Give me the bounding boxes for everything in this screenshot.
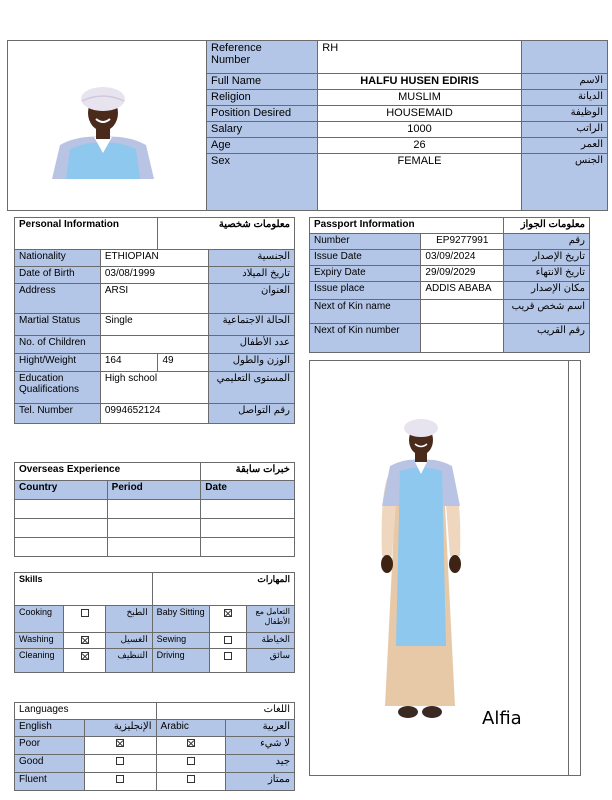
- value-issue-place: ADDIS ABABA: [421, 282, 504, 300]
- checkbox-empty-icon: [116, 757, 124, 765]
- value-religion: MUSLIM: [318, 90, 522, 106]
- ar-children: عدد الأطفال: [209, 336, 295, 354]
- ar-full-name: الاسم: [521, 74, 607, 90]
- english-poor-checkbox[interactable]: [84, 737, 156, 755]
- label-kin-number: Next of Kin number: [310, 324, 421, 353]
- skill-driving-checkbox[interactable]: [209, 649, 247, 673]
- ar-salary: الراتب: [521, 122, 607, 138]
- checkbox-checked-icon: [187, 739, 195, 747]
- ar-height-weight: الوزن والطول: [209, 354, 295, 372]
- ar-issue-place: مكان الإصدار: [504, 282, 590, 300]
- skill-cooking-checkbox[interactable]: [64, 606, 106, 633]
- value-children: [100, 336, 208, 354]
- value-position: HOUSEMAID: [318, 106, 522, 122]
- english-good-checkbox[interactable]: [84, 755, 156, 773]
- personal-info-table: [14, 217, 295, 424]
- lang-english-ar: الإنجليزية: [84, 720, 156, 737]
- skills-table: [14, 572, 295, 673]
- label-kin-name: Next of Kin name: [310, 300, 421, 324]
- ar-education: المستوى التعليمي: [209, 372, 295, 404]
- label-religion: Religion: [207, 90, 318, 106]
- label-address: Address: [15, 284, 101, 314]
- label-marital: Martial Status: [15, 314, 101, 336]
- languages-title-ar: اللغات: [156, 703, 294, 720]
- ar-marital: الحالة الاجتماعية: [209, 314, 295, 336]
- skill-babysitting-ar: التعامل مع الأطفال: [247, 606, 295, 633]
- checkbox-empty-icon: [187, 775, 195, 783]
- level-poor-ar: لا شيء: [226, 737, 295, 755]
- headshot-photo: [38, 79, 168, 184]
- label-children: No. of Children: [15, 336, 101, 354]
- frame-divider: [568, 361, 569, 775]
- checkbox-empty-icon: [224, 636, 232, 644]
- skill-cooking-ar: الطبخ: [106, 606, 152, 633]
- ar-passport-number: رقم: [504, 234, 590, 250]
- skill-babysitting-label: Baby Sitting: [152, 606, 209, 633]
- checkbox-empty-icon: [116, 775, 124, 783]
- label-education: Education Qualifications: [15, 372, 101, 404]
- value-reference-number: RH: [318, 41, 522, 74]
- value-tel: 0994652124: [100, 404, 208, 424]
- skill-washing-ar: الغسيل: [106, 633, 152, 649]
- label-sex: Sex: [207, 154, 318, 211]
- passport-title-ar: معلومات الجواز: [504, 218, 590, 234]
- ar-address: العنوان: [209, 284, 295, 314]
- ar-religion: الديانة: [521, 90, 607, 106]
- skill-driving-label: Driving: [152, 649, 209, 673]
- value-passport-number: EP9277991: [421, 234, 504, 250]
- passport-info-table: [309, 217, 590, 353]
- level-good-ar: جيد: [226, 755, 295, 773]
- languages-table: [14, 702, 295, 791]
- label-age: Age: [207, 138, 318, 154]
- level-fluent-label: Fluent: [15, 773, 85, 791]
- overseas-title-ar: خبرات سابقة: [201, 463, 295, 481]
- label-reference-number: Reference Number: [207, 41, 318, 74]
- skill-cleaning-label: Cleaning: [15, 649, 64, 673]
- label-issue-place: Issue place: [310, 282, 421, 300]
- lang-arabic-label: Arabic: [156, 720, 226, 737]
- full-body-photo: [370, 416, 480, 726]
- overseas-experience-table: [14, 462, 295, 557]
- overseas-title: Overseas Experience: [15, 463, 201, 481]
- lang-english-label: English: [15, 720, 85, 737]
- label-tel: Tel. Number: [15, 404, 101, 424]
- arabic-poor-checkbox[interactable]: [156, 737, 226, 755]
- skill-washing-checkbox[interactable]: [64, 633, 106, 649]
- checkbox-checked-icon: [81, 652, 89, 660]
- label-position: Position Desired: [207, 106, 318, 122]
- label-full-name: Full Name: [207, 74, 318, 90]
- checkbox-checked-icon: [224, 609, 232, 617]
- table-row: [15, 519, 295, 538]
- level-good-label: Good: [15, 755, 85, 773]
- full-body-photo-frame: [309, 360, 581, 776]
- skill-washing-label: Washing: [15, 633, 64, 649]
- label-nationality: Nationality: [15, 250, 101, 267]
- english-fluent-checkbox[interactable]: [84, 773, 156, 791]
- value-height: 164: [100, 354, 158, 372]
- value-expiry-date: 29/09/2029: [421, 266, 504, 282]
- lang-arabic-ar: العربية: [226, 720, 295, 737]
- skills-title: Skills: [15, 573, 153, 606]
- ar-kin-number: رقم القريب: [504, 324, 590, 353]
- value-nationality: ETHIOPIAN: [100, 250, 208, 267]
- value-salary: 1000: [318, 122, 522, 138]
- value-dob: 03/08/1999: [100, 267, 208, 284]
- level-fluent-ar: ممتاز: [226, 773, 295, 791]
- table-row: [15, 500, 295, 519]
- photo-caption: Alfia: [482, 708, 522, 729]
- skill-sewing-ar: الخياطة: [247, 633, 295, 649]
- languages-title: Languages: [15, 703, 157, 720]
- ar-position: الوظيفة: [521, 106, 607, 122]
- checkbox-checked-icon: [81, 636, 89, 644]
- value-education: High school: [100, 372, 208, 404]
- skill-cooking-label: Cooking: [15, 606, 64, 633]
- header-table: [206, 40, 608, 211]
- col-date: Date: [201, 481, 295, 500]
- ar-issue-date: تاريخ الإصدار: [504, 250, 590, 266]
- value-marital: Single: [100, 314, 208, 336]
- value-full-name: HALFU HUSEN EDIRIS: [318, 74, 522, 90]
- personal-title: Personal Information: [15, 218, 158, 250]
- checkbox-checked-icon: [116, 739, 124, 747]
- ar-age: العمر: [521, 138, 607, 154]
- col-period: Period: [107, 481, 201, 500]
- label-salary: Salary: [207, 122, 318, 138]
- checkbox-empty-icon: [187, 757, 195, 765]
- label-height-weight: Hight/Weight: [15, 354, 101, 372]
- value-age: 26: [318, 138, 522, 154]
- checkbox-empty-icon: [224, 652, 232, 660]
- checkbox-empty-icon: [81, 609, 89, 617]
- skill-sewing-label: Sewing: [152, 633, 209, 649]
- ar-sex: الجنس: [521, 154, 607, 211]
- skill-driving-ar: سائق: [247, 649, 295, 673]
- arabic-good-checkbox[interactable]: [156, 755, 226, 773]
- value-kin-name: [421, 300, 504, 324]
- skill-sewing-checkbox[interactable]: [209, 633, 247, 649]
- value-issue-date: 03/09/2024: [421, 250, 504, 266]
- value-kin-number: [421, 324, 504, 353]
- value-sex: FEMALE: [318, 154, 522, 211]
- passport-title: Passport Information: [310, 218, 504, 234]
- skills-title-ar: المهارات: [152, 573, 294, 606]
- value-address: ARSI: [100, 284, 208, 314]
- skill-cleaning-ar: التنظيف: [106, 649, 152, 673]
- level-poor-label: Poor: [15, 737, 85, 755]
- ar-dob: تاريخ الميلاد: [209, 267, 295, 284]
- arabic-fluent-checkbox[interactable]: [156, 773, 226, 791]
- label-expiry-date: Expiry Date: [310, 266, 421, 282]
- label-issue-date: Issue Date: [310, 250, 421, 266]
- label-passport-number: Number: [310, 234, 421, 250]
- value-weight: 49: [158, 354, 209, 372]
- table-row: [15, 538, 295, 557]
- header-block: [7, 40, 606, 211]
- ar-expiry-date: تاريخ الانتهاء: [504, 266, 590, 282]
- skill-cleaning-checkbox[interactable]: [64, 649, 106, 673]
- ar-nationality: الجنسية: [209, 250, 295, 267]
- col-country: Country: [15, 481, 108, 500]
- ar-reference-number: [521, 41, 607, 74]
- ar-kin-name: اسم شخص قريب: [504, 300, 590, 324]
- label-dob: Date of Birth: [15, 267, 101, 284]
- ar-tel: رقم التواصل: [209, 404, 295, 424]
- personal-title-ar: معلومات شخصية: [158, 218, 295, 250]
- skill-babysitting-checkbox[interactable]: [209, 606, 247, 633]
